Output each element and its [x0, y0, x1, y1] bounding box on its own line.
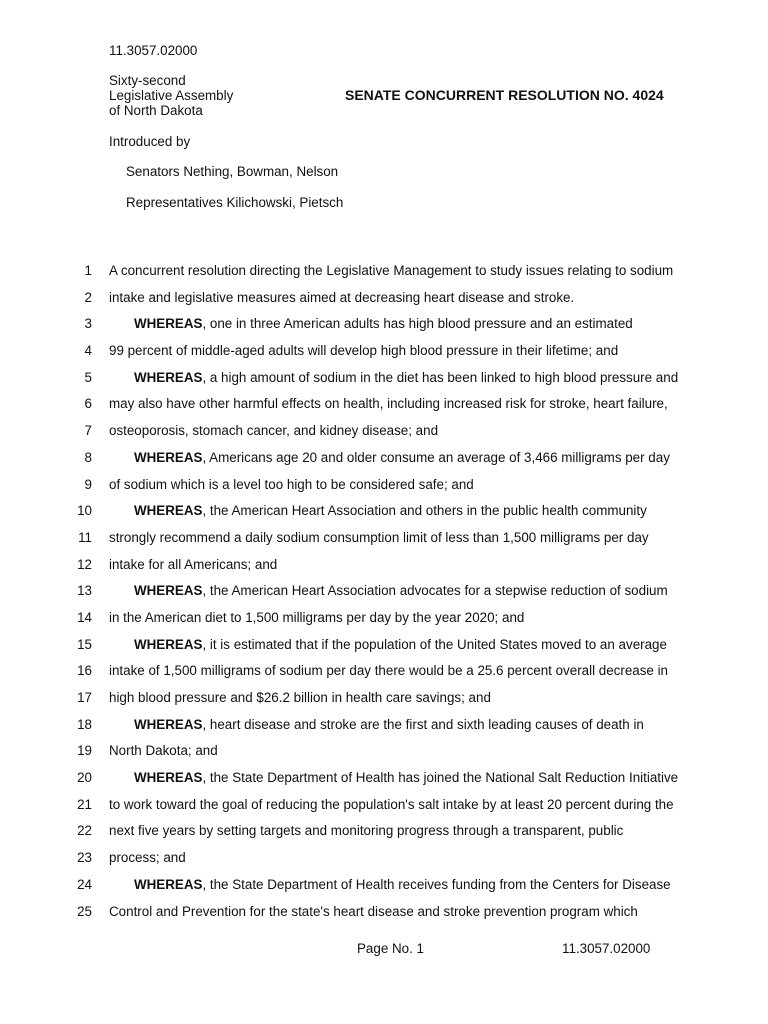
- numbered-line: [0, 579, 768, 606]
- line-number: 14: [77, 609, 92, 625]
- document-number: 11.3057.02000: [109, 43, 198, 58]
- whereas-keyword: WHEREAS: [134, 369, 203, 385]
- numbered-line: [0, 686, 768, 713]
- line-number: 13: [77, 583, 92, 599]
- line-body-text: , the American Heart Association and others in the public health community: [202, 503, 647, 519]
- line-body-text: may also have other harmful effects on health, including increased risk for stroke, heart failure,: [109, 396, 668, 412]
- line-text: [109, 610, 524, 625]
- line-number: 10: [77, 503, 92, 519]
- whereas-keyword: WHEREAS: [134, 449, 203, 465]
- line-text: [134, 316, 633, 331]
- numbered-line: [0, 446, 768, 473]
- assembly-line: Sixty-second: [109, 73, 186, 88]
- numbered-line: [0, 286, 768, 313]
- whereas-keyword: WHEREAS: [134, 316, 203, 332]
- numbered-line: [0, 846, 768, 873]
- line-number: 17: [77, 690, 92, 705]
- line-number: 19: [77, 743, 92, 759]
- line-text: [109, 557, 277, 572]
- line-body-text: in the American diet to 1,500 milligrams per day by the year 2020; and: [109, 609, 525, 625]
- line-number: 7: [84, 423, 92, 439]
- line-number: 4: [84, 343, 92, 359]
- line-text: [134, 450, 670, 465]
- numbered-line: [0, 606, 768, 633]
- numbered-line: [0, 526, 768, 553]
- resolution-title: SENATE CONCURRENT RESOLUTION NO. 4024: [345, 87, 664, 103]
- line-number: 21: [77, 796, 92, 812]
- numbered-line: [0, 499, 768, 526]
- line-body-text: , a high amount of sodium in the diet has been linked to high blood pressure and: [202, 369, 679, 385]
- line-body-text: osteoporosis, stomach cancer, and kidney disease; and: [109, 423, 439, 439]
- line-body-text: , one in three American adults has high blood pressure and an estimated: [202, 316, 633, 332]
- line-text: [109, 263, 673, 278]
- line-text: [109, 690, 491, 705]
- line-number: 2: [84, 289, 92, 305]
- numbered-line: [0, 739, 768, 766]
- line-body-text: next five years by setting targets and monitoring progress through a transparent, public: [109, 823, 624, 839]
- line-number: 9: [84, 476, 92, 492]
- numbered-line: [0, 259, 768, 286]
- senators-sponsors: Senators Nething, Bowman, Nelson: [126, 164, 339, 179]
- numbered-line: [0, 312, 768, 339]
- line-body-text: of sodium which is a level too high to be considered safe; and: [109, 476, 474, 492]
- line-body-text: , the State Department of Health receives funding from the Centers for Disease: [202, 876, 671, 892]
- line-body-text: intake of 1,500 milligrams of sodium per day there would be a 25.6 percent overall decrease in: [109, 663, 669, 679]
- line-text: [109, 850, 186, 865]
- line-text: [109, 663, 668, 678]
- assembly-line: Legislative Assembly: [109, 88, 234, 103]
- numbered-line: [0, 366, 768, 393]
- line-text: [134, 583, 668, 598]
- whereas-keyword: WHEREAS: [134, 716, 203, 732]
- line-text: [109, 530, 649, 545]
- numbered-line: [0, 713, 768, 740]
- numbered-line: [0, 873, 768, 900]
- line-text: [134, 370, 678, 385]
- line-number: 16: [77, 663, 92, 679]
- numbered-line: [0, 473, 768, 500]
- line-body-text: , the American Heart Association advocates for a stepwise reduction of sodium: [202, 583, 668, 599]
- numbered-line: [0, 900, 768, 927]
- line-number: 3: [84, 316, 92, 332]
- whereas-keyword: WHEREAS: [134, 503, 203, 519]
- line-body-text: Control and Prevention for the state's heart disease and stroke prevention program which: [109, 903, 638, 919]
- line-number: 12: [77, 556, 92, 572]
- line-number: 5: [84, 369, 92, 385]
- whereas-keyword: WHEREAS: [134, 770, 203, 786]
- line-number: 11: [78, 529, 92, 545]
- line-text: [109, 343, 618, 358]
- numbered-line: [0, 793, 768, 820]
- line-text: [134, 770, 678, 785]
- whereas-keyword: WHEREAS: [134, 583, 203, 599]
- line-body-text: , the State Department of Health has joined the National Salt Reduction Initiative: [202, 770, 679, 786]
- line-text: [134, 877, 671, 892]
- numbered-line: [0, 339, 768, 366]
- line-text: [109, 823, 623, 838]
- numbered-line: [0, 659, 768, 686]
- representatives-sponsors: Representatives Kilichowski, Pietsch: [126, 195, 344, 210]
- line-number: 6: [84, 396, 92, 412]
- line-body-text: process; and: [109, 850, 186, 866]
- line-body-text: , heart disease and stroke are the first and sixth leading causes of death in: [202, 716, 644, 732]
- line-text: [109, 743, 218, 758]
- line-number: 23: [77, 850, 92, 866]
- line-body-text: intake for all Americans; and: [109, 556, 278, 572]
- assembly-line: of North Dakota: [109, 103, 203, 118]
- line-text: [109, 396, 668, 411]
- line-body-text: 99 percent of middle-aged adults will develop high blood pressure in their lifetime; and: [109, 343, 619, 359]
- numbered-line: [0, 819, 768, 846]
- footer-document-number: 11.3057.02000: [562, 941, 651, 956]
- assembly-block: [109, 73, 233, 118]
- line-text: [109, 904, 638, 919]
- line-body-text: strongly recommend a daily sodium consumption limit of less than 1,500 milligrams per day: [109, 529, 649, 545]
- numbered-line: [0, 766, 768, 793]
- line-number: 22: [77, 823, 92, 839]
- line-number: 24: [77, 876, 92, 892]
- line-text: [109, 290, 574, 305]
- numbered-line: [0, 633, 768, 660]
- line-body-text: intake and legislative measures aimed at decreasing heart disease and stroke.: [109, 289, 575, 305]
- line-number: 25: [77, 903, 92, 919]
- resolution-body: [0, 259, 768, 926]
- line-text: [109, 797, 674, 812]
- line-text: [109, 423, 438, 438]
- numbered-line: [0, 553, 768, 580]
- page-number: Page No. 1: [357, 941, 424, 956]
- line-body-text: high blood pressure and $26.2 billion in health care savings; and: [109, 690, 491, 705]
- numbered-line: [0, 392, 768, 419]
- line-body-text: , Americans age 20 and older consume an average of 3,466 milligrams per day: [202, 449, 670, 465]
- line-body-text: A concurrent resolution directing the Legislative Management to study issues relating to sodium: [109, 263, 674, 278]
- whereas-keyword: WHEREAS: [134, 636, 203, 652]
- line-number: 1: [84, 263, 92, 278]
- line-body-text: , it is estimated that if the population of the United States moved to an average: [202, 636, 667, 652]
- line-text: [134, 637, 667, 652]
- line-number: 8: [84, 449, 92, 465]
- line-body-text: to work toward the goal of reducing the population's salt intake by at least 20 percent during the: [109, 796, 674, 812]
- line-number: 20: [77, 770, 92, 786]
- line-text: [109, 477, 474, 492]
- numbered-line: [0, 419, 768, 446]
- whereas-keyword: WHEREAS: [134, 876, 203, 892]
- line-number: 18: [77, 716, 92, 732]
- line-text: [134, 503, 647, 518]
- introduced-by-label: Introduced by: [109, 134, 191, 149]
- line-body-text: North Dakota; and: [109, 743, 218, 759]
- line-text: [134, 717, 644, 732]
- line-number: 15: [77, 636, 92, 652]
